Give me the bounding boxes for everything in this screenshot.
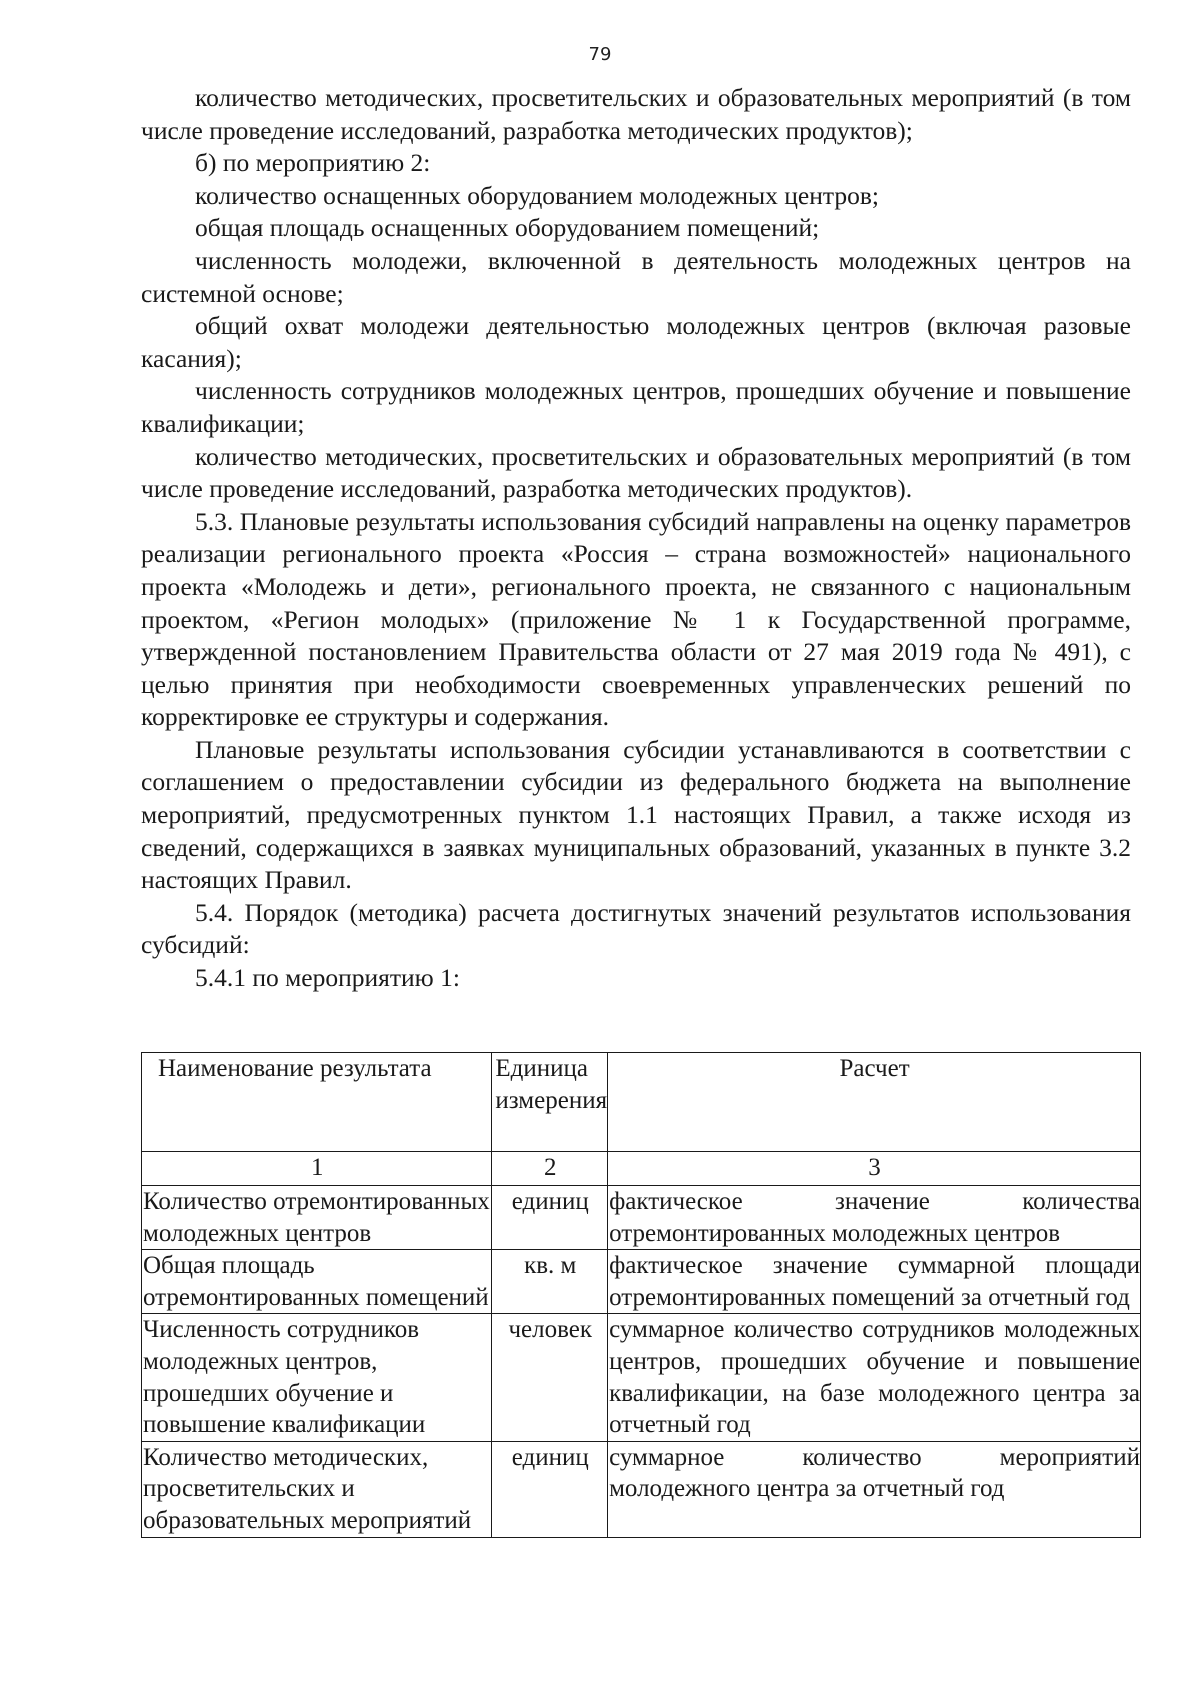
page-number: 79 bbox=[588, 44, 612, 65]
table-row bbox=[142, 1250, 1141, 1314]
section-5-4-paragraph: 5.4. Порядок (методика) расчета достигнутых значений результатов использования субсидий: bbox=[141, 897, 1131, 960]
result-name-cell: Количество методических, просветительских и образовательных мероприятий bbox=[142, 1441, 492, 1537]
column-number: 1 bbox=[142, 1152, 492, 1186]
calculation-cell: фактическое значение количества отремонтированных молодежных центров bbox=[608, 1186, 1141, 1250]
unit-cell: кв. м bbox=[492, 1250, 608, 1314]
header-unit: Единица измерения bbox=[492, 1053, 608, 1152]
section-5-4-1-heading: 5.4.1 по мероприятию 1: bbox=[195, 963, 460, 993]
paragraph: количество оснащенных оборудованием молодежных центров; bbox=[195, 180, 879, 210]
paragraph: количество методических, просветительских и образовательных мероприятий (в том числе проведение исследований, разработка методических продуктов); bbox=[141, 83, 1131, 145]
calculation-cell: фактическое значение суммарной площади отремонтированных помещений за отчетный год bbox=[608, 1250, 1141, 1314]
column-number-row bbox=[142, 1152, 1141, 1186]
paragraph: б) по мероприятию 2: bbox=[195, 148, 431, 178]
section-5-3-paragraph: 5.3. Плановые результаты использования субсидий направлены на оценку параметров реализации регионального проекта «Россия – страна возможностей» национального проекта «Молодежь и дети», регионального проекта, не связанного с национальным проектом, «Регион молодых» (приложение № 1 к Государственной программе, утвержденной постановлением Правительства области от 27 мая 2019 года № 491), с целью принятия при необходимости своевременных управленческих решений по корректировке ее структуры и содержания. bbox=[141, 506, 1131, 732]
column-number: 3 bbox=[608, 1152, 1141, 1186]
paragraph: общая площадь оснащенных оборудованием помещений; bbox=[195, 213, 820, 243]
unit-cell: человек bbox=[492, 1314, 608, 1441]
unit-cell: единиц bbox=[492, 1441, 608, 1537]
paragraph: численность молодежи, включенной в деятельность молодежных центров на системной основе; bbox=[141, 245, 1131, 308]
table-row bbox=[142, 1186, 1141, 1250]
calculation-cell: суммарное количество мероприятий молодежного центра за отчетный год bbox=[608, 1441, 1141, 1537]
unit-cell: единиц bbox=[492, 1186, 608, 1250]
calculation-cell: суммарное количество сотрудников молодежных центров, прошедших обучение и повышение квалификации, на базе молодежного центра за отчетный год bbox=[608, 1314, 1141, 1441]
header-result-name: Наименование результата bbox=[142, 1053, 492, 1152]
table-row bbox=[142, 1441, 1141, 1537]
result-name-cell: Общая площадь отремонтированных помещений bbox=[142, 1250, 492, 1314]
header-calculation: Расчет bbox=[608, 1053, 1141, 1152]
paragraph: общий охват молодежи деятельностью молодежных центров (включая разовые касания); bbox=[141, 311, 1131, 373]
paragraph: численность сотрудников молодежных центров, прошедших обучение и повышение квалификации; bbox=[141, 376, 1131, 438]
result-name-cell: Количество отремонтированных молодежных центров bbox=[142, 1186, 492, 1250]
result-name-cell: Численность сотрудников молодежных центров, прошедших обучение и повышение квалификации bbox=[142, 1314, 492, 1441]
paragraph: количество методических, просветительских и образовательных мероприятий (в том числе проведение исследований, разработка методических продуктов). bbox=[141, 441, 1131, 504]
document-body bbox=[141, 82, 1131, 995]
paragraph: Плановые результаты использования субсидии устанавливаются в соответствии с соглашением о предоставлении субсидии из федерального бюджета на выполнение мероприятий, предусмотренных пунктом 1.1 настоящих Правил, а также исходя из сведений, содержащихся в заявках муниципальных образований, указанных в пункте 3.2 настоящих Правил. bbox=[141, 734, 1131, 895]
column-number: 2 bbox=[492, 1152, 608, 1186]
results-table bbox=[141, 1052, 1141, 1538]
table-header-row bbox=[142, 1053, 1141, 1152]
table-row bbox=[142, 1314, 1141, 1441]
